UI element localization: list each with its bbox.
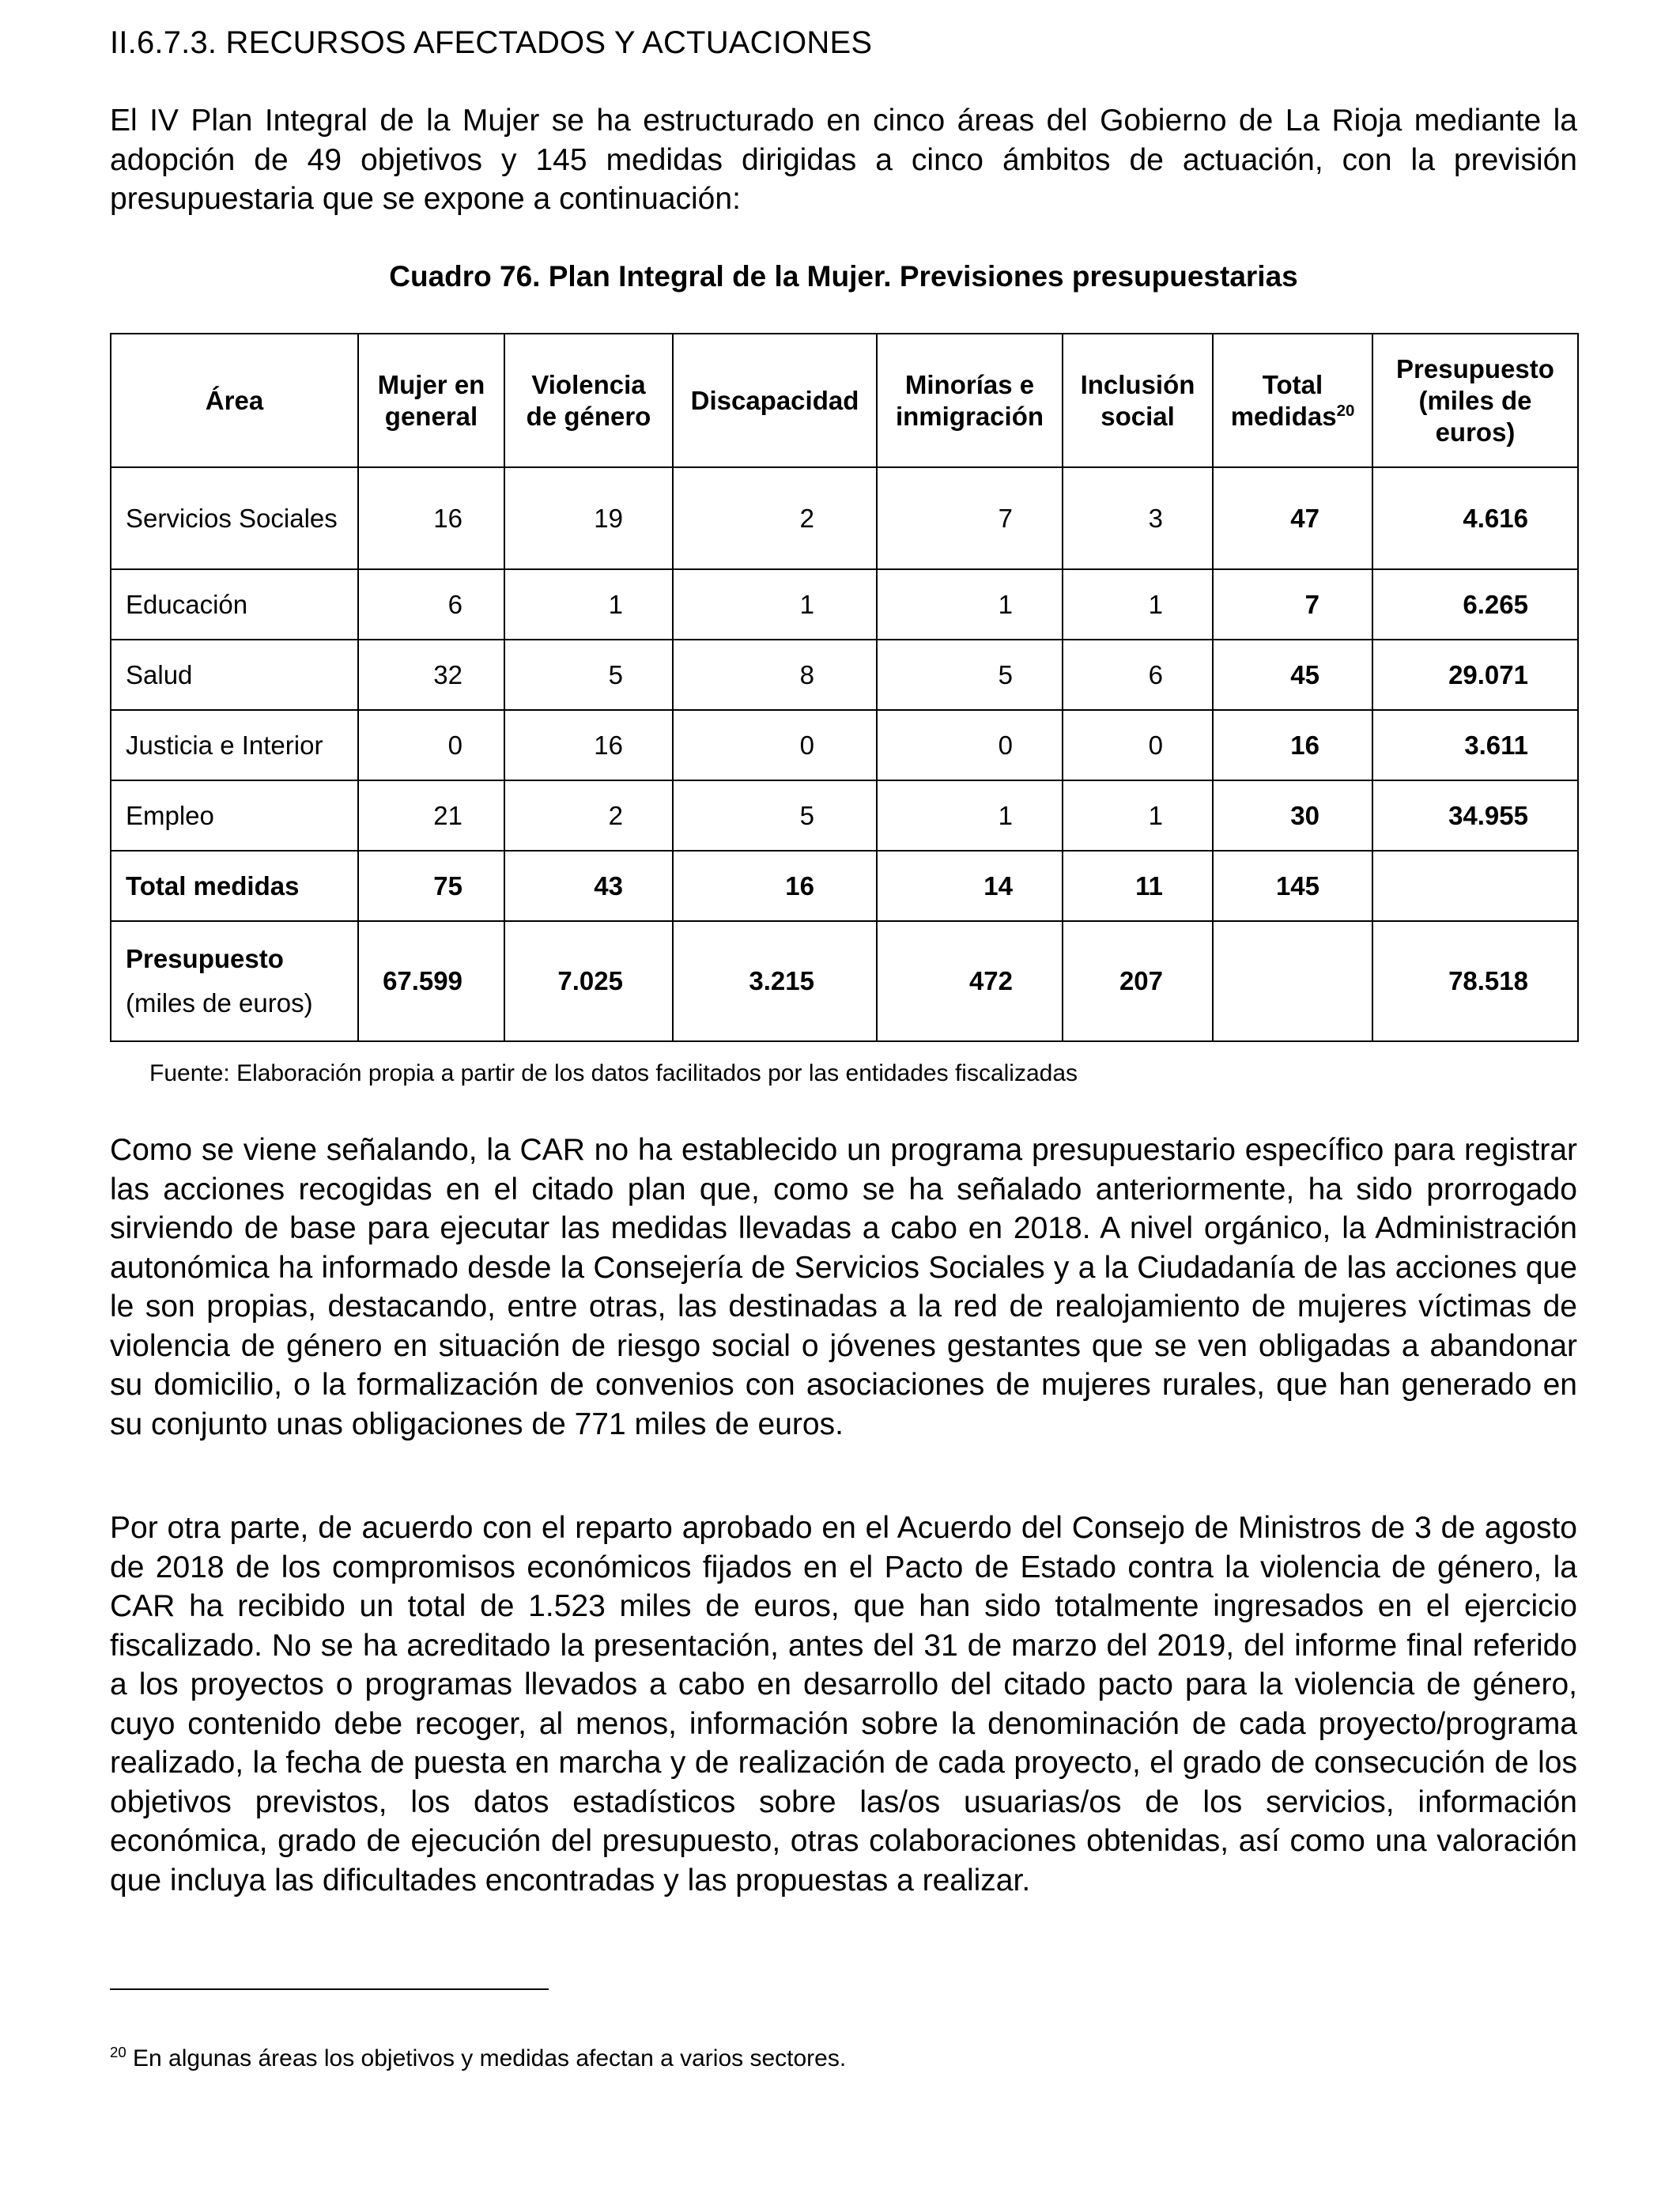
- cell-inclusion: 1: [1063, 780, 1213, 851]
- cell-total: 30: [1213, 780, 1372, 851]
- cell-discapacidad: 8: [673, 640, 877, 710]
- cell-minorias: 1: [877, 569, 1063, 640]
- cell-violencia: 16: [504, 710, 673, 780]
- total-violencia: 43: [504, 851, 673, 921]
- table-caption: Cuadro 76. Plan Integral de la Mujer. Previsiones presupuestarias: [389, 260, 1298, 293]
- footnote-divider: [110, 1988, 549, 1990]
- cell-minorias: 5: [877, 640, 1063, 710]
- cell-total: 47: [1213, 467, 1372, 569]
- budget-presupuesto: 78.518: [1372, 921, 1578, 1041]
- budget-mujer: 67.599: [358, 921, 504, 1041]
- budget-row-label-bold: Presupuesto: [126, 944, 284, 973]
- cell-discapacidad: 1: [673, 569, 877, 640]
- header-minorias: Minorías e inmigración: [877, 334, 1063, 467]
- row-area: Justicia e Interior: [111, 710, 358, 780]
- header-total-label: Total medidas: [1230, 369, 1337, 431]
- cell-inclusion: 0: [1063, 710, 1213, 780]
- cell-violencia: 5: [504, 640, 673, 710]
- header-inclusion: Inclusión social: [1063, 334, 1213, 467]
- budget-table: [110, 333, 1579, 1042]
- body-paragraph-2: Como se viene señalando, la CAR no ha establecido un programa presupuestario específico para registrar las acciones recogidas en el citado plan que, como se ha señalado anteriormente, ha sido prorrogado sirviendo de base para ejecutar las medidas llevadas a cabo en 2018. A nivel orgánico, la Administración autonómica ha informado desde la Consejería de Servicios Sociales y a la Ciudadanía de las acciones que le son propias, destacando, entre otras, las destinadas a la red de realojamiento de mujeres víctimas de violencia de género en situación de riesgo social o jóvenes gestantes que se ven obligadas a abandonar su domicilio, o la formalización de convenios con asociaciones de mujeres rurales, que han generado en su conjunto unas obligaciones de 771 miles de euros.: [110, 1133, 1577, 1441]
- budget-minorias: 472: [877, 921, 1063, 1041]
- cell-total: 16: [1213, 710, 1372, 780]
- budget-row: [111, 921, 1578, 1041]
- header-total: [1213, 334, 1372, 467]
- total-discapacidad: 16: [673, 851, 877, 921]
- cell-mujer: 32: [358, 640, 504, 710]
- cell-total: 45: [1213, 640, 1372, 710]
- cell-mujer: 0: [358, 710, 504, 780]
- cell-inclusion: 3: [1063, 467, 1213, 569]
- cell-violencia: 2: [504, 780, 673, 851]
- cell-presupuesto: 3.611: [1372, 710, 1578, 780]
- footnote-ref: 20: [1336, 401, 1355, 420]
- cell-minorias: 1: [877, 780, 1063, 851]
- cell-discapacidad: 5: [673, 780, 877, 851]
- cell-violencia: 19: [504, 467, 673, 569]
- cell-presupuesto: 6.265: [1372, 569, 1578, 640]
- budget-row-label-unit: (miles de euros): [126, 988, 313, 1018]
- budget-inclusion: 207: [1063, 921, 1213, 1041]
- total-row: [111, 851, 1578, 921]
- cell-minorias: 7: [877, 467, 1063, 569]
- row-area: Salud: [111, 640, 358, 710]
- body-paragraph-3: Por otra parte, de acuerdo con el reparto aprobado en el Acuerdo del Consejo de Ministros de 3 de agosto de 2018 de los compromisos económicos fijados en el Pacto de Estado contra la violencia de género, la CAR ha recibido un total de 1.523 miles de euros, que han sido totalmente ingresados en el ejercicio fiscalizado. No se ha acreditado la presentación, antes del 31 de marzo del 2019, del informe final referido a los proyectos o programas llevados a cabo en desarrollo del citado pacto para la violencia de género, cuyo contenido debe recoger, al menos, información sobre la denominación de cada proyecto/programa realizado, la fecha de puesta en marcha y de realización de cada proyecto, el grado de consecución de los objetivos previstos, los datos estadísticos sobre las/os usuarias/os de los servicios, información económica, grado de ejecución del presupuesto, otras colaboraciones obtenidas, así como una valoración que incluya las dificultades encontradas y las propuestas a realizar.: [110, 1511, 1577, 1898]
- total-minorias: 14: [877, 851, 1063, 921]
- budget-total: [1213, 921, 1372, 1041]
- total-row-label: Total medidas: [111, 851, 358, 921]
- header-discapacidad: Discapacidad: [673, 334, 877, 467]
- total-presupuesto: [1372, 851, 1578, 921]
- header-mujer: Mujer en general: [358, 334, 504, 467]
- row-area: Empleo: [111, 780, 358, 851]
- budget-row-label: [111, 921, 358, 1041]
- section-heading: II.6.7.3. RECURSOS AFECTADOS Y ACTUACIONES: [110, 25, 873, 60]
- footnote-marker: 20: [110, 2044, 126, 2060]
- table-row: [111, 710, 1578, 780]
- header-presupuesto: Presupuesto (miles de euros): [1372, 334, 1578, 467]
- footnote-text: En algunas áreas los objetivos y medidas afectan a varios sectores.: [133, 2045, 847, 2071]
- table-row: [111, 780, 1578, 851]
- cell-inclusion: 6: [1063, 640, 1213, 710]
- total-total: 145: [1213, 851, 1372, 921]
- cell-total: 7: [1213, 569, 1372, 640]
- cell-discapacidad: 0: [673, 710, 877, 780]
- total-mujer: 75: [358, 851, 504, 921]
- cell-mujer: 16: [358, 467, 504, 569]
- table-row: [111, 467, 1578, 569]
- table-row: [111, 569, 1578, 640]
- row-area: Educación: [111, 569, 358, 640]
- footnote: [110, 2043, 846, 2075]
- cell-inclusion: 1: [1063, 569, 1213, 640]
- cell-presupuesto: 34.955: [1372, 780, 1578, 851]
- intro-paragraph: El IV Plan Integral de la Mujer se ha estructurado en cinco áreas del Gobierno de La Rioja mediante la adopción de 49 objetivos y 145 medidas dirigidas a cinco ámbitos de actuación, con la previsión presupuestaria que se expone a continuación:: [110, 104, 1577, 216]
- row-area: Servicios Sociales: [111, 467, 358, 569]
- cell-presupuesto: 4.616: [1372, 467, 1578, 569]
- total-inclusion: 11: [1063, 851, 1213, 921]
- table-row: [111, 640, 1578, 710]
- header-violencia: Violencia de género: [504, 334, 673, 467]
- cell-violencia: 1: [504, 569, 673, 640]
- cell-mujer: 6: [358, 569, 504, 640]
- cell-minorias: 0: [877, 710, 1063, 780]
- table-source-note: Fuente: Elaboración propia a partir de los datos facilitados por las entidades fiscalizadas: [149, 1060, 1078, 1086]
- budget-violencia: 7.025: [504, 921, 673, 1041]
- budget-discapacidad: 3.215: [673, 921, 877, 1041]
- table-header-row: [111, 334, 1578, 467]
- cell-mujer: 21: [358, 780, 504, 851]
- cell-discapacidad: 2: [673, 467, 877, 569]
- header-area: Área: [111, 334, 358, 467]
- cell-presupuesto: 29.071: [1372, 640, 1578, 710]
